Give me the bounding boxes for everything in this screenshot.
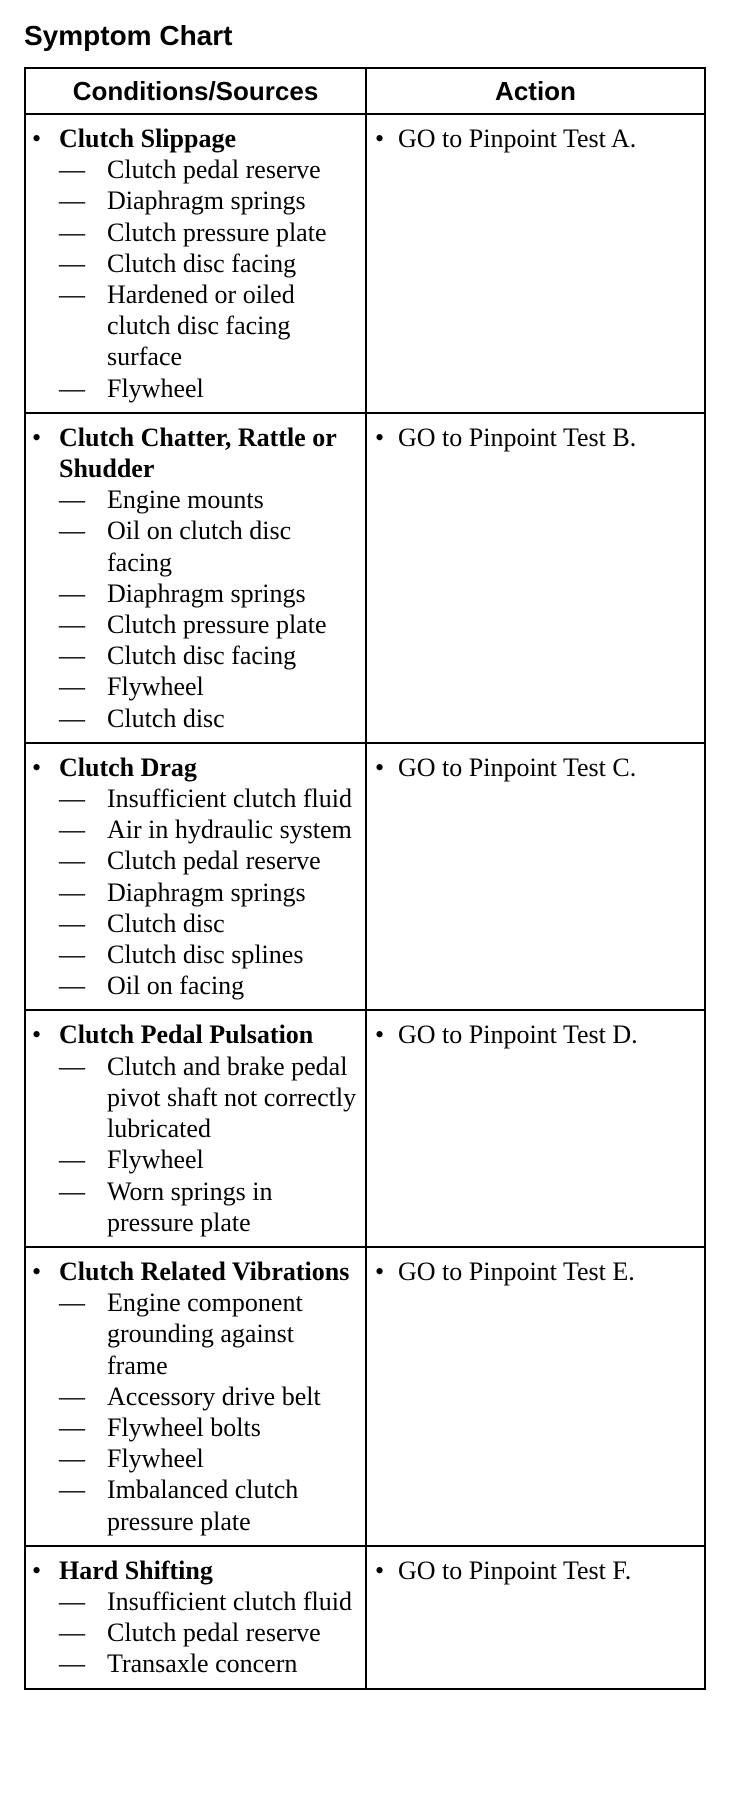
source-label: Oil on clutch disc facing [107, 516, 292, 577]
action-item [373, 1256, 698, 1287]
source-label: Oil on facing [107, 971, 245, 1001]
page-title: Symptom Chart [24, 20, 233, 51]
table-row [25, 1546, 705, 1689]
dash-icon: — [59, 1381, 85, 1411]
source-label: Flywheel [107, 1444, 204, 1474]
dash-icon: — [59, 1412, 85, 1442]
source-item [32, 578, 359, 609]
source-label: Clutch pedal reserve [107, 846, 321, 876]
dash-icon: — [59, 877, 85, 907]
table-row [25, 1010, 705, 1246]
action-label: GO to Pinpoint Test A. [398, 124, 637, 153]
source-label: Insufficient clutch fluid [107, 1586, 353, 1616]
source-item [32, 877, 359, 908]
source-label: Clutch disc facing [107, 641, 297, 671]
action-label: GO to Pinpoint Test D. [398, 1020, 638, 1050]
source-label: Flywheel bolts [107, 1412, 261, 1442]
source-item [32, 1443, 359, 1474]
bullet-icon: • [375, 422, 385, 452]
source-item [32, 1381, 359, 1412]
action-label: GO to Pinpoint Test C. [398, 752, 637, 782]
action-item [373, 752, 698, 783]
source-label: Flywheel [107, 672, 204, 702]
source-item [32, 185, 359, 216]
dash-icon: — [59, 1145, 85, 1175]
dash-icon: — [59, 373, 85, 403]
action-cell [366, 1010, 705, 1246]
condition-heading [32, 123, 359, 154]
source-item [32, 671, 359, 702]
dash-icon: — [59, 940, 85, 970]
condition-heading [32, 752, 359, 783]
source-label: Transaxle concern [107, 1649, 298, 1679]
action-item [373, 1019, 698, 1050]
dash-icon: — [59, 1649, 85, 1679]
action-cell [366, 413, 705, 743]
conditions-cell [25, 114, 366, 413]
condition-heading [32, 1256, 359, 1287]
condition-label: Clutch Pedal Pulsation [59, 1020, 314, 1050]
action-label: GO to Pinpoint Test B. [398, 422, 637, 452]
source-label: Clutch disc splines [107, 940, 304, 970]
conditions-cell [25, 1247, 366, 1546]
table-header-row [25, 68, 705, 114]
dash-icon: — [59, 846, 85, 876]
source-label: Engine mounts [107, 485, 264, 515]
dash-icon: — [59, 703, 85, 733]
source-label: Clutch pedal reserve [107, 155, 321, 185]
source-item [32, 1144, 359, 1175]
dash-icon: — [59, 248, 85, 278]
dash-icon: — [59, 578, 85, 608]
column-header-action: Action [366, 68, 705, 114]
bullet-icon: • [375, 752, 385, 782]
action-item [373, 123, 698, 154]
symptom-table [24, 67, 706, 1690]
source-label: Worn springs in pressure plate [107, 1176, 273, 1237]
source-item [32, 783, 359, 814]
source-item [32, 1617, 359, 1648]
bullet-icon: • [32, 1256, 42, 1286]
action-item [373, 1555, 698, 1586]
source-label: Flywheel [107, 373, 204, 403]
action-cell [366, 114, 705, 413]
source-item [32, 609, 359, 640]
source-item [32, 1648, 359, 1679]
source-item [32, 1051, 359, 1145]
bullet-icon: • [32, 124, 42, 153]
dash-icon: — [59, 516, 85, 546]
source-label: Air in hydraulic system [107, 815, 352, 845]
dash-icon: — [59, 1288, 85, 1318]
source-item [32, 1474, 359, 1536]
source-label: Engine component grounding against frame [107, 1288, 303, 1380]
source-label: Imbalanced clutch pressure plate [107, 1475, 299, 1536]
dash-icon: — [59, 1586, 85, 1616]
dash-icon: — [59, 784, 85, 814]
condition-heading [32, 1019, 359, 1050]
conditions-cell [25, 1010, 366, 1246]
action-label: GO to Pinpoint Test E. [398, 1256, 635, 1286]
source-item [32, 373, 359, 404]
bullet-icon: • [375, 1555, 385, 1585]
conditions-cell [25, 1546, 366, 1689]
dash-icon: — [59, 186, 85, 216]
table-row [25, 743, 705, 1011]
bullet-icon: • [375, 1020, 385, 1050]
source-item [32, 1176, 359, 1238]
condition-heading [32, 1555, 359, 1586]
bullet-icon: • [32, 422, 42, 452]
table-row [25, 413, 705, 743]
source-label: Insufficient clutch fluid [107, 784, 353, 814]
action-item [373, 422, 698, 453]
source-item [32, 217, 359, 248]
source-item [32, 703, 359, 734]
dash-icon: — [59, 971, 85, 1001]
condition-heading [32, 422, 359, 484]
source-item [32, 515, 359, 577]
bullet-icon: • [32, 1020, 42, 1050]
condition-label: Hard Shifting [59, 1555, 213, 1585]
source-item [32, 908, 359, 939]
dash-icon: — [59, 908, 85, 938]
bullet-icon: • [32, 1555, 42, 1585]
source-label: Clutch disc [107, 908, 225, 938]
condition-label: Clutch Related Vibrations [59, 1256, 350, 1286]
dash-icon: — [59, 280, 85, 310]
bullet-icon: • [375, 1256, 385, 1286]
source-item [32, 939, 359, 970]
source-item [32, 845, 359, 876]
source-item [32, 970, 359, 1001]
dash-icon: — [59, 485, 85, 515]
dash-icon: — [59, 1475, 85, 1505]
source-label: Hardened or oiled clutch disc facing surface [107, 280, 295, 372]
condition-label: Clutch Slippage [59, 124, 236, 153]
dash-icon: — [59, 1444, 85, 1474]
action-cell [366, 1247, 705, 1546]
bullet-icon: • [375, 124, 385, 153]
source-label: Accessory drive belt [107, 1381, 321, 1411]
action-cell [366, 1546, 705, 1689]
table-row [25, 114, 705, 413]
dash-icon: — [59, 610, 85, 640]
source-label: Clutch disc facing [107, 248, 297, 278]
table-row [25, 1247, 705, 1546]
source-label: Clutch pressure plate [107, 610, 327, 640]
column-header-conditions: Conditions/Sources [25, 68, 366, 114]
source-label: Diaphragm springs [107, 186, 306, 216]
dash-icon: — [59, 672, 85, 702]
source-item [32, 1412, 359, 1443]
source-item [32, 279, 359, 373]
source-label: Flywheel [107, 1145, 204, 1175]
dash-icon: — [59, 815, 85, 845]
source-item [32, 484, 359, 515]
source-item [32, 1287, 359, 1381]
dash-icon: — [59, 217, 85, 247]
action-cell [366, 743, 705, 1011]
source-item [32, 154, 359, 185]
bullet-icon: • [32, 752, 42, 782]
dash-icon: — [59, 1051, 85, 1081]
conditions-cell [25, 413, 366, 743]
conditions-cell [25, 743, 366, 1011]
dash-icon: — [59, 155, 85, 185]
source-label: Clutch pedal reserve [107, 1618, 321, 1648]
source-item [32, 814, 359, 845]
source-label: Clutch and brake pedal pivot shaft not correctly lubricated [107, 1051, 357, 1144]
condition-label: Clutch Chatter, Rattle or Shudder [59, 422, 337, 484]
dash-icon: — [59, 1618, 85, 1648]
source-item [32, 248, 359, 279]
source-label: Diaphragm springs [107, 578, 306, 608]
condition-label: Clutch Drag [59, 752, 197, 782]
source-label: Diaphragm springs [107, 877, 306, 907]
source-label: Clutch pressure plate [107, 217, 327, 247]
source-item [32, 640, 359, 671]
source-item [32, 1586, 359, 1617]
dash-icon: — [59, 641, 85, 671]
source-label: Clutch disc [107, 703, 225, 733]
action-label: GO to Pinpoint Test F. [398, 1555, 632, 1585]
dash-icon: — [59, 1176, 85, 1206]
